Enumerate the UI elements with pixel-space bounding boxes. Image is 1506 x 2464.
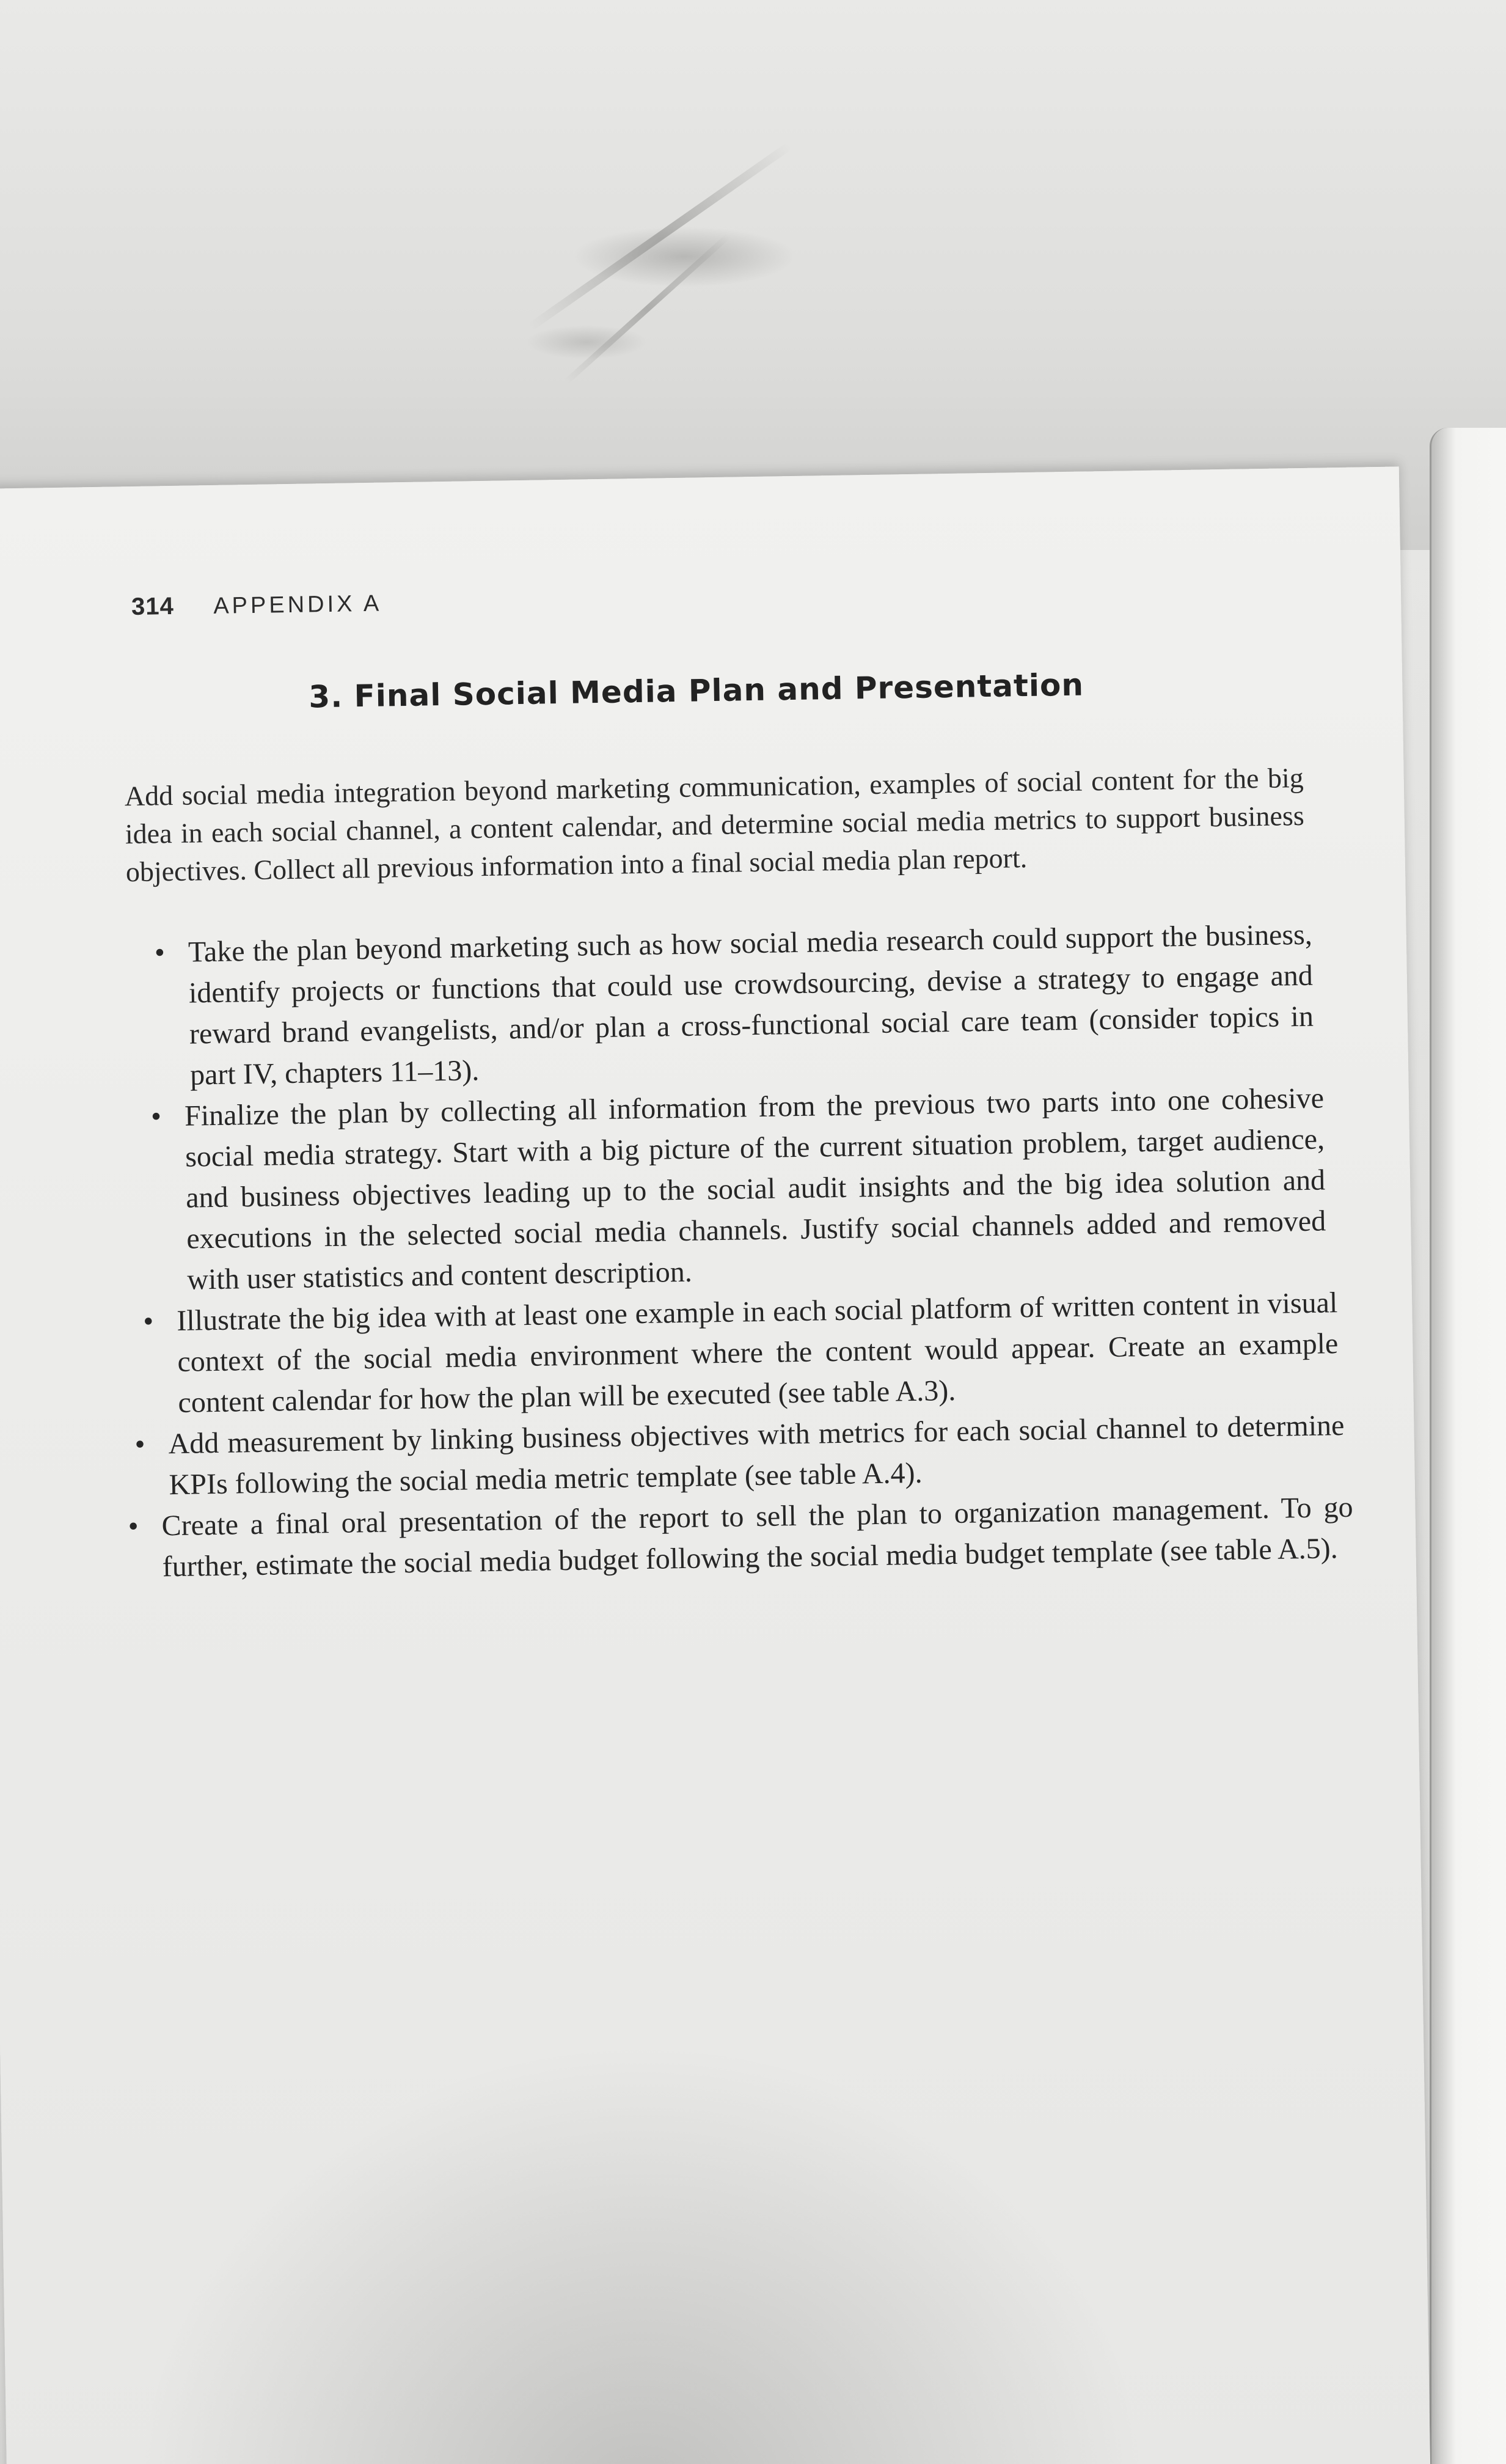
section-title: 3. Final Social Media Plan and Presentation: [308, 667, 1084, 715]
appendix-label: APPENDIX A: [213, 590, 382, 619]
bullet-list: [126, 914, 1353, 1588]
list-item: [143, 1282, 1339, 1423]
bullet-icon: •: [128, 1510, 139, 1543]
bullet-icon: •: [134, 1428, 145, 1461]
marble-countertop: [0, 0, 1506, 550]
marble-vein: [564, 233, 731, 384]
intro-paragraph: Add social media integration beyond marketing communication, examples of social content for the big idea in each social channel, a content calendar, and determine social media metrics to support business objectives. Collect all previous information into a final social media plan report.: [124, 761, 1305, 888]
next-page-edge: [1430, 428, 1506, 2464]
running-head: [131, 590, 382, 621]
bullet-text: Illustrate the big idea with at least one example in each social platform of written content in visual context of the social media environment where the content would appear. Create an example content calendar for how the plan will be executed (see table A.3).: [177, 1286, 1339, 1419]
bullet-text: Finalize the plan by collecting all information from the previous two parts into one cohesive social media strategy. Start with a big picture of the current situation problem, target audience, and business objectives leading up to the social audit insights and the big idea solution and executions in the selected social media channels. Justify social channels added and removed with user statistics and content description.: [184, 1082, 1326, 1296]
marble-vein: [527, 142, 792, 331]
bullet-icon: •: [154, 936, 166, 969]
page-number: 314: [131, 592, 175, 621]
bullet-text: Create a final oral presentation of the report to sell the plan to organization management. To go further, estimate the social media budget following the social media budget template (see table A.5).: [161, 1491, 1353, 1583]
list-item: [154, 914, 1314, 1096]
bullet-icon: •: [150, 1100, 162, 1133]
list-item: [150, 1077, 1327, 1300]
bullet-icon: •: [143, 1305, 154, 1338]
book-page: [0, 466, 1431, 2464]
bullet-text: Take the plan beyond marketing such as how social media research could support the business, identify projects or functions that could use crowdsourcing, devise a strategy to engage and reward brand evangelists, and/or plan a cross-functional social care team (consider topics in part IV, chapters 11–13).: [188, 918, 1314, 1091]
bullet-text: Add measurement by linking business objectives with metrics for each social channel to determine KPIs following the social media metric template (see table A.4).: [168, 1409, 1345, 1502]
